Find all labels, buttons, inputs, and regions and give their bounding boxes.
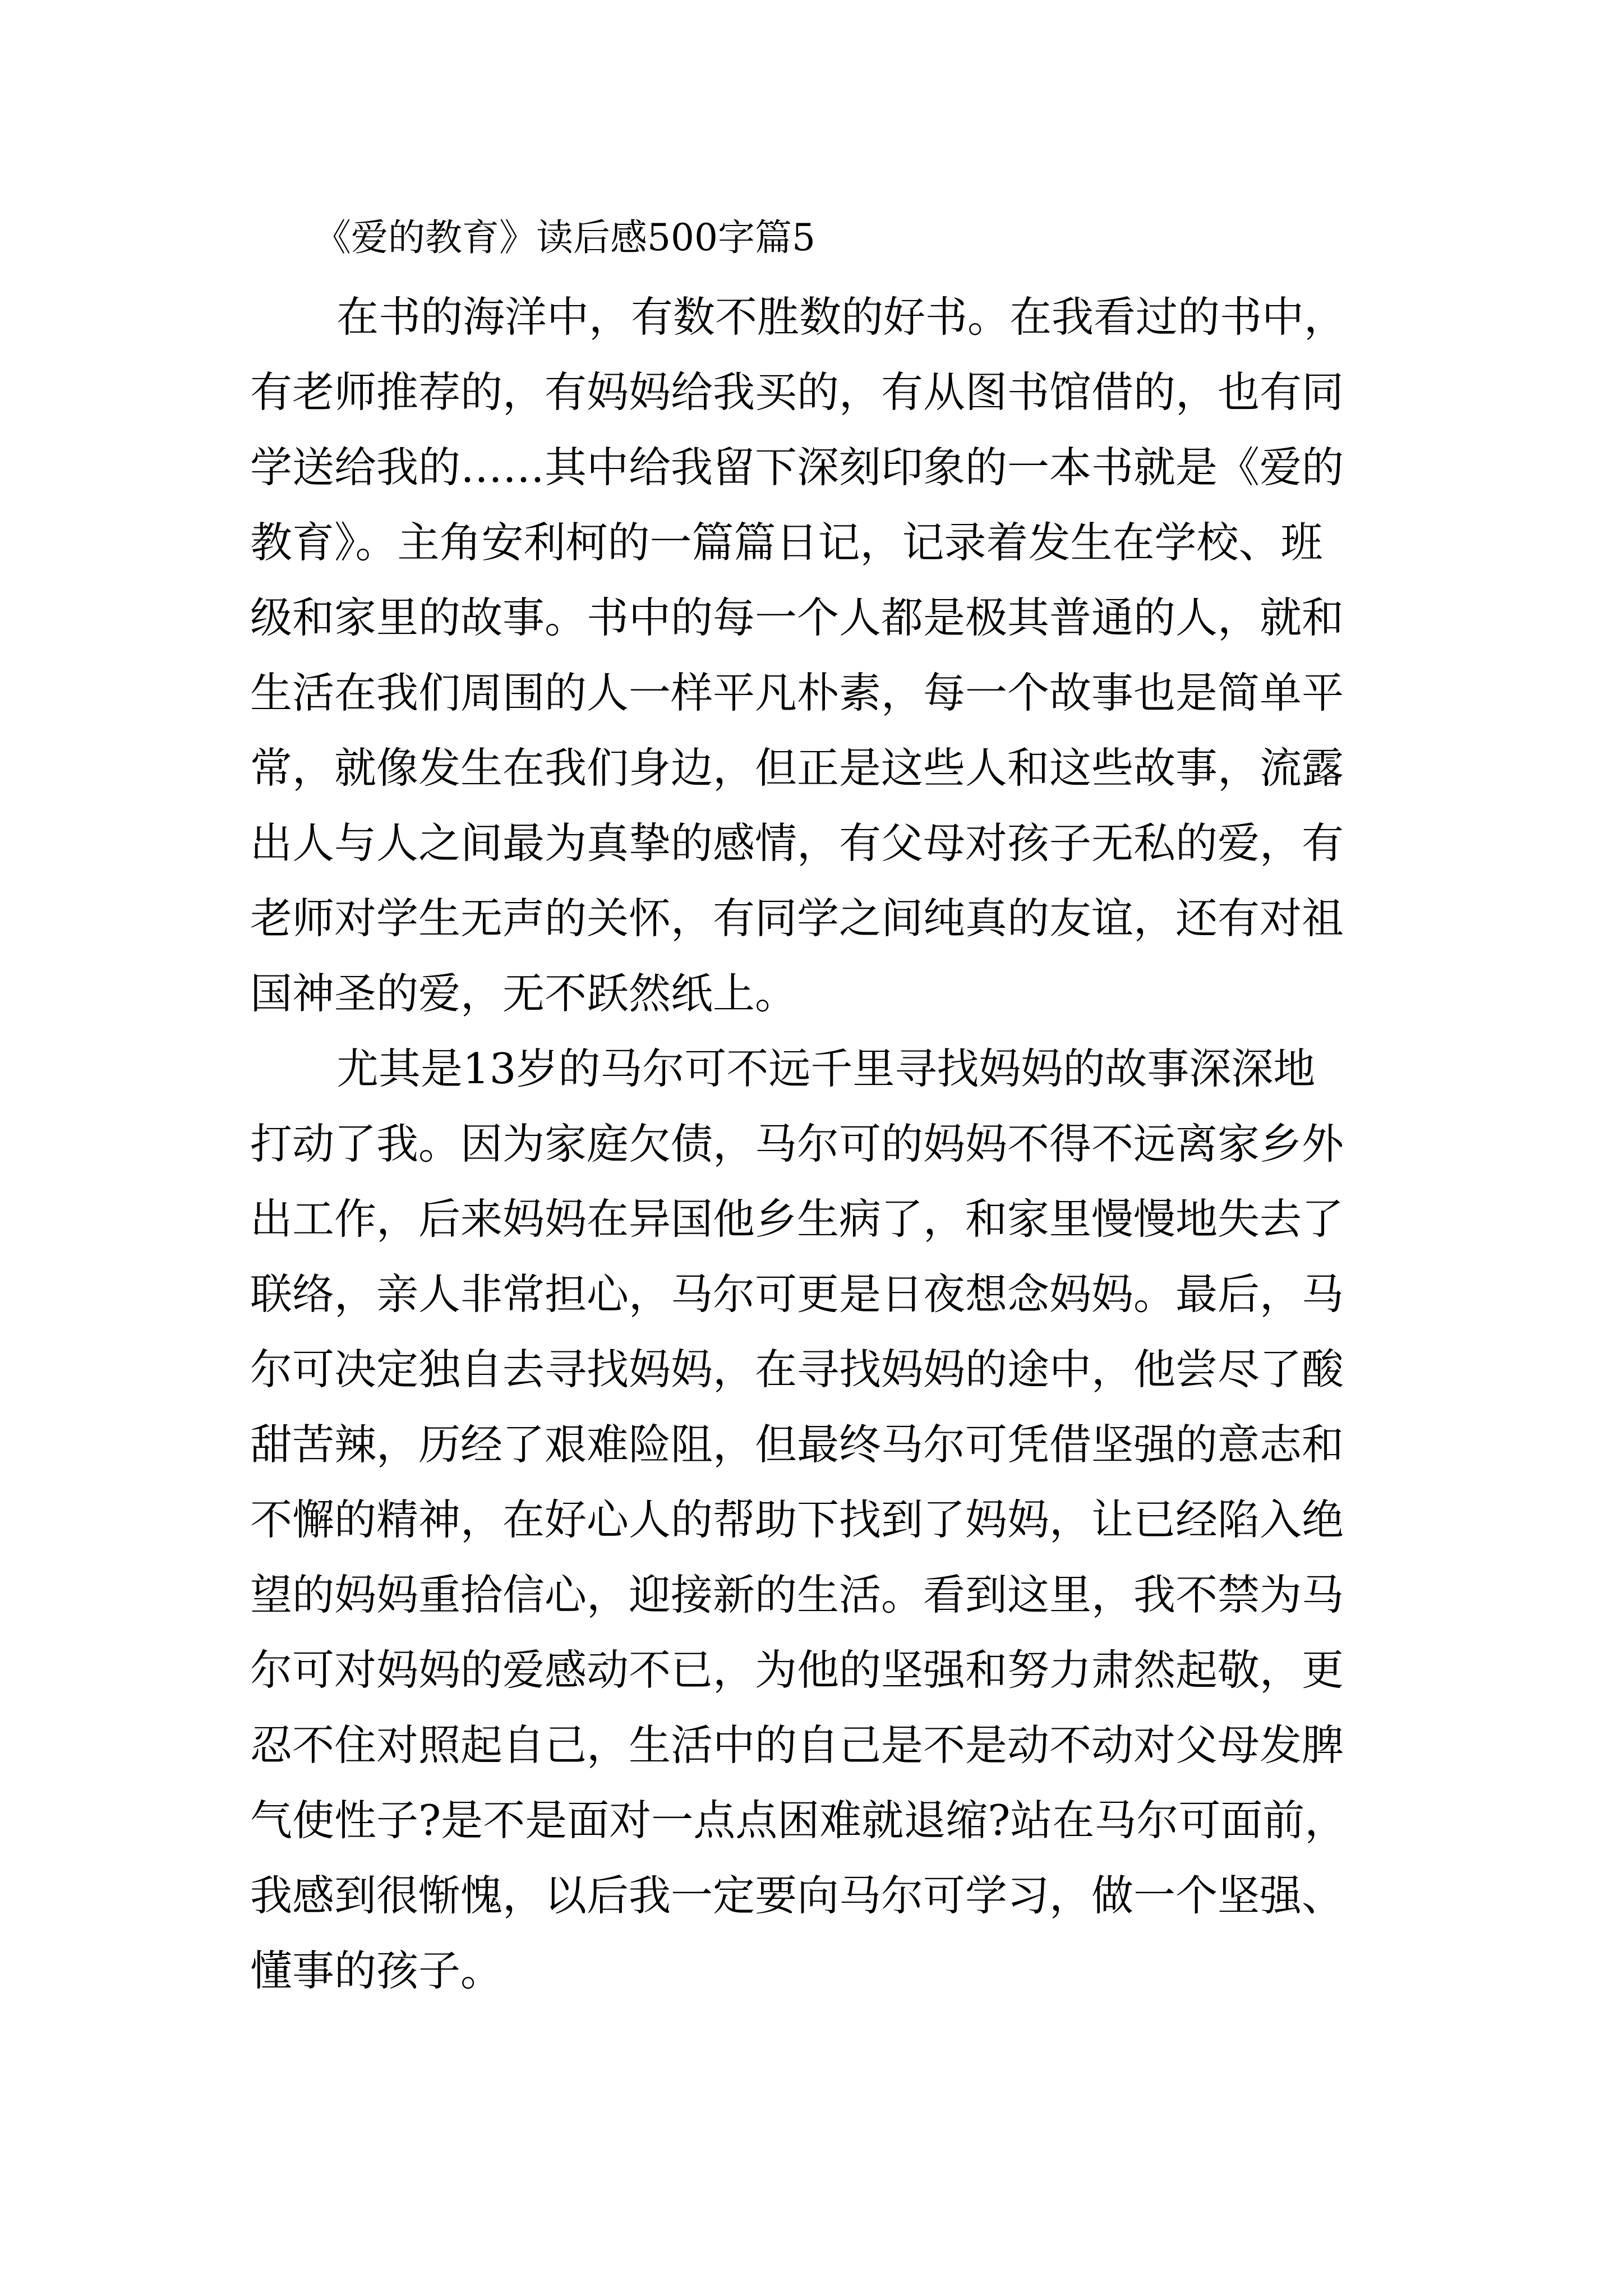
- paragraph-2-line-12: 我感到很惭愧，以后我一定要向马尔可学习，做一个坚强、: [250, 1871, 1344, 1920]
- paragraph-1-line-10: 国神圣的爱，无不跃然纸上。: [250, 969, 797, 1018]
- paragraph-2-line-8: 望的妈妈重拾信心，迎接新的生活。看到这里，我不禁为马: [250, 1570, 1344, 1619]
- paragraph-2-line-11: 气使性子?是不是面对一点点困难就退缩?站在马尔可面前，: [250, 1796, 1347, 1845]
- paragraph-1-line-5: 级和家里的故事。书中的每一个人都是极其普通的人，就和: [250, 593, 1344, 642]
- paragraph-2-line-5: 尔可决定独自去寻找妈妈，在寻找妈妈的途中，他尝尽了酸: [250, 1345, 1344, 1394]
- paragraph-1-line-4: 教育》。主角安利柯的一篇篇日记，记录着发生在学校、班: [250, 518, 1323, 567]
- paragraph-2-line-13: 懂事的孩子。: [250, 1946, 503, 1995]
- paragraph-2-line-2: 打动了我。因为家庭欠债，马尔可的妈妈不得不远离家乡外: [250, 1119, 1344, 1168]
- paragraph-2-line-1: 尤其是13岁的马尔可不远千里寻找妈妈的故事深深地: [336, 1044, 1316, 1093]
- document-title: 《爱的教育》读后感500字篇5: [314, 216, 815, 259]
- paragraph-2-line-9: 尔可对妈妈的爱感动不已，为他的坚强和努力肃然起敬，更: [250, 1645, 1344, 1695]
- paragraph-1-line-6: 生活在我们周围的人一样平凡朴素，每一个故事也是简单平: [250, 668, 1344, 717]
- paragraph-1-line-2: 有老师推荐的，有妈妈给我买的，有从图书馆借的，也有同: [250, 367, 1344, 417]
- paragraph-1-line-7: 常，就像发生在我们身边，但正是这些人和这些故事，流露: [250, 743, 1344, 793]
- paragraph-2-line-7: 不懈的精神，在好心人的帮助下找到了妈妈，让已经陷入绝: [250, 1495, 1344, 1544]
- paragraph-1-line-1: 在书的海洋中，有数不胜数的好书。在我看过的书中，: [336, 292, 1347, 342]
- paragraph-2-line-4: 联络，亲人非常担心，马尔可更是日夜想念妈妈。最后，马: [250, 1269, 1344, 1319]
- paragraph-1-line-3: 学送给我的……其中给我留下深刻印象的一本书就是《爱的: [250, 443, 1344, 492]
- paragraph-1-line-9: 老师对学生无声的关怀，有同学之间纯真的友谊，还有对祖: [250, 894, 1344, 943]
- paragraph-1-line-8: 出人与人之间最为真挚的感情，有父母对孩子无私的爱，有: [250, 818, 1344, 868]
- paragraph-2-line-10: 忍不住对照起自己，生活中的自己是不是动不动对父母发脾: [250, 1720, 1344, 1770]
- paragraph-2-line-6: 甜苦辣，历经了艰难险阻，但最终马尔可凭借坚强的意志和: [250, 1420, 1344, 1469]
- paragraph-2-line-3: 出工作，后来妈妈在异国他乡生病了，和家里慢慢地失去了: [250, 1194, 1344, 1244]
